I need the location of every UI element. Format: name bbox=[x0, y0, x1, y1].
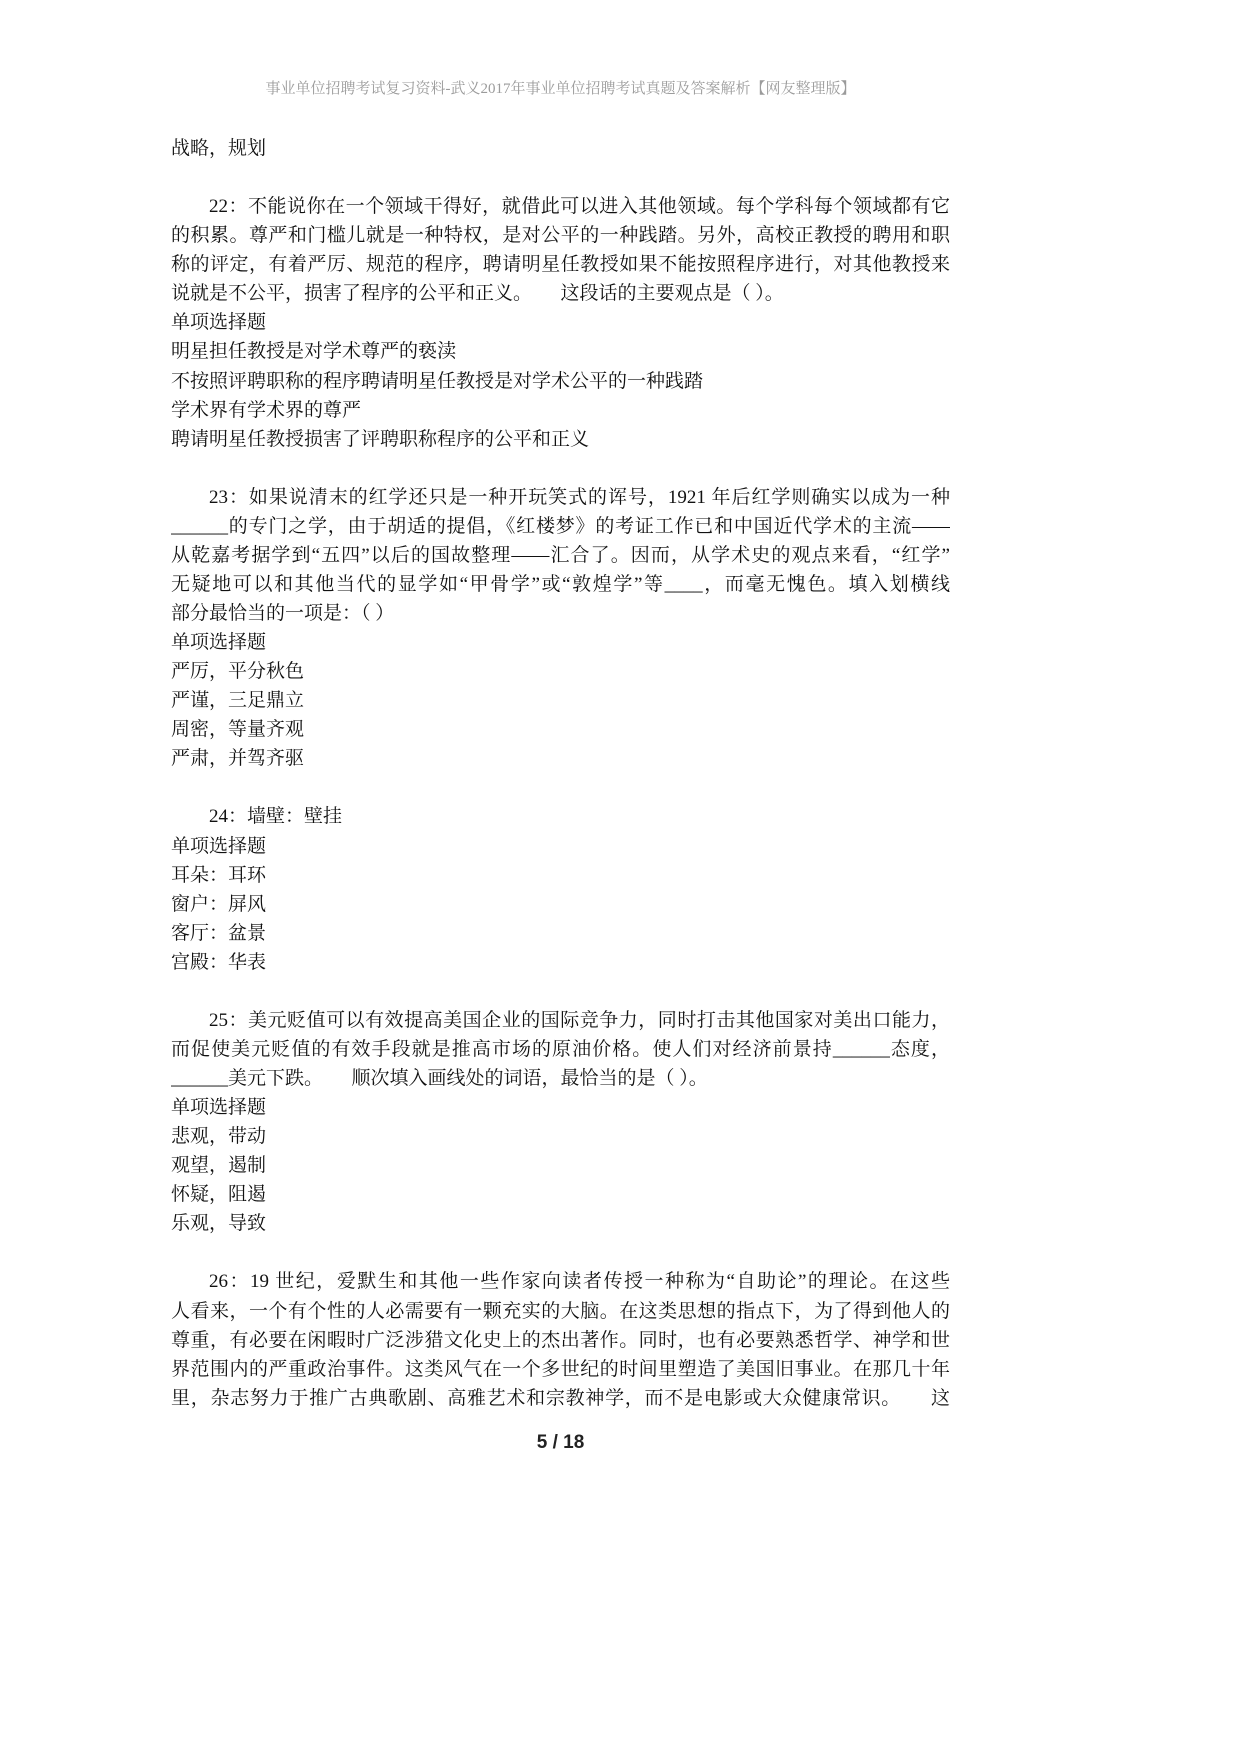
question-stem-line: 26：19 世纪，爱默生和其他一些作家向读者传授一种称为“自助论”的理论。在这些 bbox=[209, 1271, 950, 1293]
option-item: 耳朵：耳环 bbox=[171, 864, 267, 886]
option-item: 宫殿：华表 bbox=[171, 951, 267, 973]
running-header: 事业单位招聘考试复习资料-武义2017年事业单位招聘考试真题及答案解析【网友整理版】 bbox=[265, 81, 856, 97]
option-item: 聘请明星任教授损害了评聘职称程序的公平和正义 bbox=[171, 428, 590, 450]
question-stem-line: 称的评定，有着严厉、规范的程序，聘请明星任教授如果不能按照程序进行，对其他教授来 bbox=[171, 254, 950, 276]
option-item: 悲观，带动 bbox=[171, 1126, 267, 1148]
question-22 bbox=[171, 192, 950, 454]
option-list bbox=[171, 657, 950, 773]
page-content bbox=[171, 134, 950, 1413]
question-26 bbox=[171, 1267, 950, 1412]
question-stem-line: 从乾嘉考据学到“五四”以后的国故整理——汇合了。因而，从学术史的观点来看，“红学” bbox=[171, 544, 950, 566]
option-item: 窗户：屏风 bbox=[171, 893, 267, 915]
question-stem-line: 尊重，有必要在闲暇时广泛涉猎文化史上的杰出著作。同时，也有必要熟悉哲学、神学和世 bbox=[171, 1329, 950, 1351]
question-stem-line: 24：墙壁：壁挂 bbox=[209, 806, 343, 828]
option-list bbox=[171, 1122, 950, 1238]
question-type-label: 单项选择题 bbox=[171, 1097, 267, 1119]
option-item: 客厅：盆景 bbox=[171, 922, 267, 944]
question-stem-line: 25：美元贬值可以有效提高美国企业的国际竞争力，同时打击其他国家对美出口能力， bbox=[209, 1009, 950, 1031]
option-item: 乐观，导致 bbox=[171, 1213, 267, 1235]
question-stem-line: 人看来，一个有个性的人必需要有一颗充实的大脑。在这类思想的指点下，为了得到他人的 bbox=[171, 1300, 950, 1322]
question-25 bbox=[171, 1006, 950, 1239]
question-stem-line: ______美元下跌。 顺次填入画线处的词语，最恰当的是（ ）。 bbox=[171, 1068, 708, 1089]
question-stem-line: ______的专门之学，由于胡适的提倡，《红楼梦》的考证工作已和中国近代学术的主流—— bbox=[171, 515, 950, 537]
question-stem-line: 23：如果说清末的红学还只是一种开玩笑式的诨号，1921 年后红学则确实以成为一种 bbox=[209, 486, 950, 508]
question-24 bbox=[171, 802, 950, 976]
question-stem-line: 无疑地可以和其他当代的显学如“甲骨学”或“敦煌学”等____，而毫无愧色。填入划横线 bbox=[171, 573, 950, 595]
question-stem-line: 说就是不公平，损害了程序的公平和正义。 这段话的主要观点是（ ）。 bbox=[171, 283, 784, 305]
question-23 bbox=[171, 483, 950, 774]
option-item: 严厉，平分秋色 bbox=[171, 661, 305, 683]
question-stem-line: 的积累。尊严和门槛儿就是一种特权，是对公平的一种践踏。另外，高校正教授的聘用和职 bbox=[171, 225, 950, 247]
previous-answer-line: 战略，规划 bbox=[171, 138, 267, 159]
option-item: 周密，等量齐观 bbox=[171, 719, 305, 741]
option-item: 观望，遏制 bbox=[171, 1155, 267, 1177]
option-item: 严肃，并驾齐驱 bbox=[171, 748, 305, 770]
option-item: 严谨，三足鼎立 bbox=[171, 690, 305, 712]
option-list bbox=[171, 337, 950, 453]
question-stem-line: 里，杂志努力于推广古典歌剧、高雅艺术和宗教神学，而不是电影或大众健康常识。 这 bbox=[171, 1387, 950, 1409]
question-type-label: 单项选择题 bbox=[171, 312, 267, 334]
option-list bbox=[171, 861, 950, 977]
question-type-label: 单项选择题 bbox=[171, 835, 267, 857]
question-type-label: 单项选择题 bbox=[171, 632, 267, 654]
question-stem-line: 22：不能说你在一个领域干得好，就借此可以进入其他领域。每个学科每个领域都有它 bbox=[209, 196, 950, 218]
option-item: 明星担任教授是对学术尊严的亵渎 bbox=[171, 341, 457, 363]
option-item: 不按照评聘职称的程序聘请明星任教授是对学术公平的一种践踏 bbox=[171, 370, 704, 392]
page-number: 5 / 18 bbox=[536, 1432, 585, 1453]
question-stem-line: 界范围内的严重政治事件。这类风气在一个多世纪的时间里塑造了美国旧事业。在那几十年 bbox=[171, 1358, 950, 1380]
option-item: 怀疑，阻遏 bbox=[171, 1184, 267, 1206]
option-item: 学术界有学术界的尊严 bbox=[171, 399, 362, 421]
question-stem-line: 部分最恰当的一项是：（ ） bbox=[171, 603, 395, 624]
question-stem-line: 而促使美元贬值的有效手段就是推高市场的原油价格。使人们对经济前景持______态度， bbox=[171, 1038, 950, 1060]
